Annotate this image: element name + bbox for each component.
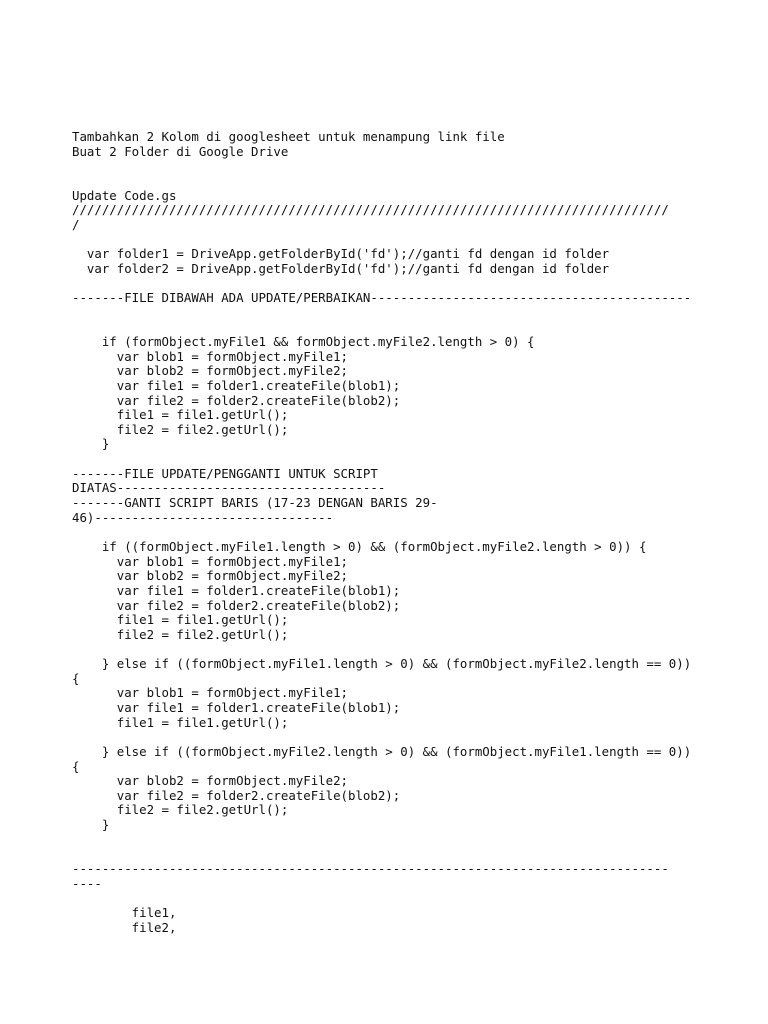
document-body — [72, 130, 712, 935]
text-line: -------------------------------------------------------------------------------- — [72, 861, 669, 877]
text-line: file2, — [72, 919, 177, 935]
text-line: { — [72, 758, 80, 774]
text-line: } — [72, 436, 110, 452]
text-line: 46)-------------------------------- — [72, 509, 334, 525]
blank-line — [72, 891, 712, 906]
text-line: Update Code.gs — [72, 187, 177, 203]
text-line: var folder1 = DriveApp.getFolderById('fd');//ganti fd dengan id folder — [72, 246, 610, 262]
text-line: var blob1 = formObject.myFile1; — [72, 348, 349, 364]
text-line: var blob1 = formObject.myFile1; — [72, 553, 349, 569]
blank-line — [72, 159, 712, 174]
text-line: file1, — [72, 904, 177, 920]
blank-line — [72, 306, 712, 321]
text-line: var blob1 = formObject.myFile1; — [72, 685, 349, 701]
text-line: -------FILE UPDATE/PENGGANTI UNTUK SCRIPT — [72, 465, 378, 481]
text-line: var file2 = folder2.createFile(blob2); — [72, 787, 401, 803]
text-line: var file1 = folder1.createFile(blob1); — [72, 377, 401, 393]
blank-line — [72, 452, 712, 467]
blank-line — [72, 847, 712, 862]
text-line: DIATAS------------------------------------ — [72, 480, 386, 496]
blank-line — [72, 525, 712, 540]
text-line: var file1 = folder1.createFile(blob1); — [72, 582, 401, 598]
blank-line — [72, 642, 712, 657]
text-line: -------FILE DIBAWAH ADA UPDATE/PERBAIKAN------------------------------------------- — [72, 290, 692, 306]
blank-line — [72, 320, 712, 335]
text-line: var blob2 = formObject.myFile2; — [72, 773, 349, 789]
text-line: ---- — [72, 875, 102, 891]
text-line: var file2 = folder2.createFile(blob2); — [72, 392, 401, 408]
text-line: file2 = file2.getUrl(); — [72, 626, 289, 642]
text-line: if (formObject.myFile1 && formObject.myFile2.length > 0) { — [72, 333, 535, 349]
text-line: / — [72, 216, 80, 232]
text-line: -------GANTI SCRIPT BARIS (17-23 DENGAN BARIS 29- — [72, 495, 438, 511]
text-line: } else if ((formObject.myFile1.length > 0) && (formObject.myFile2.length == 0)) — [72, 656, 692, 672]
text-line: if ((formObject.myFile1.length > 0) && (formObject.myFile2.length > 0)) { — [72, 538, 647, 554]
text-line: file2 = file2.getUrl(); — [72, 802, 289, 818]
text-line: file1 = file1.getUrl(); — [72, 407, 289, 423]
text-line: } — [72, 817, 110, 833]
text-line: { — [72, 670, 80, 686]
text-line: //////////////////////////////////////////////////////////////////////////////// — [72, 202, 669, 218]
blank-line — [72, 833, 712, 848]
blank-line — [72, 174, 712, 189]
blank-line — [72, 232, 712, 247]
text-line: file1 = file1.getUrl(); — [72, 714, 289, 730]
text-line: Tambahkan 2 Kolom di googlesheet untuk menampung link file — [72, 129, 505, 144]
text-line: file1 = file1.getUrl(); — [72, 612, 289, 628]
text-line: Buat 2 Folder di Google Drive — [72, 143, 289, 159]
blank-line — [72, 276, 712, 291]
text-line: var blob2 = formObject.myFile2; — [72, 363, 349, 379]
text-line: var folder2 = DriveApp.getFolderById('fd');//ganti fd dengan id folder — [72, 260, 610, 276]
text-line: } else if ((formObject.myFile2.length > 0) && (formObject.myFile1.length == 0)) — [72, 743, 692, 759]
text-line: var file2 = folder2.createFile(blob2); — [72, 597, 401, 613]
blank-line — [72, 730, 712, 745]
text-line: var blob2 = formObject.myFile2; — [72, 568, 349, 584]
text-line: var file1 = folder1.createFile(blob1); — [72, 699, 401, 715]
text-line: file2 = file2.getUrl(); — [72, 421, 289, 437]
